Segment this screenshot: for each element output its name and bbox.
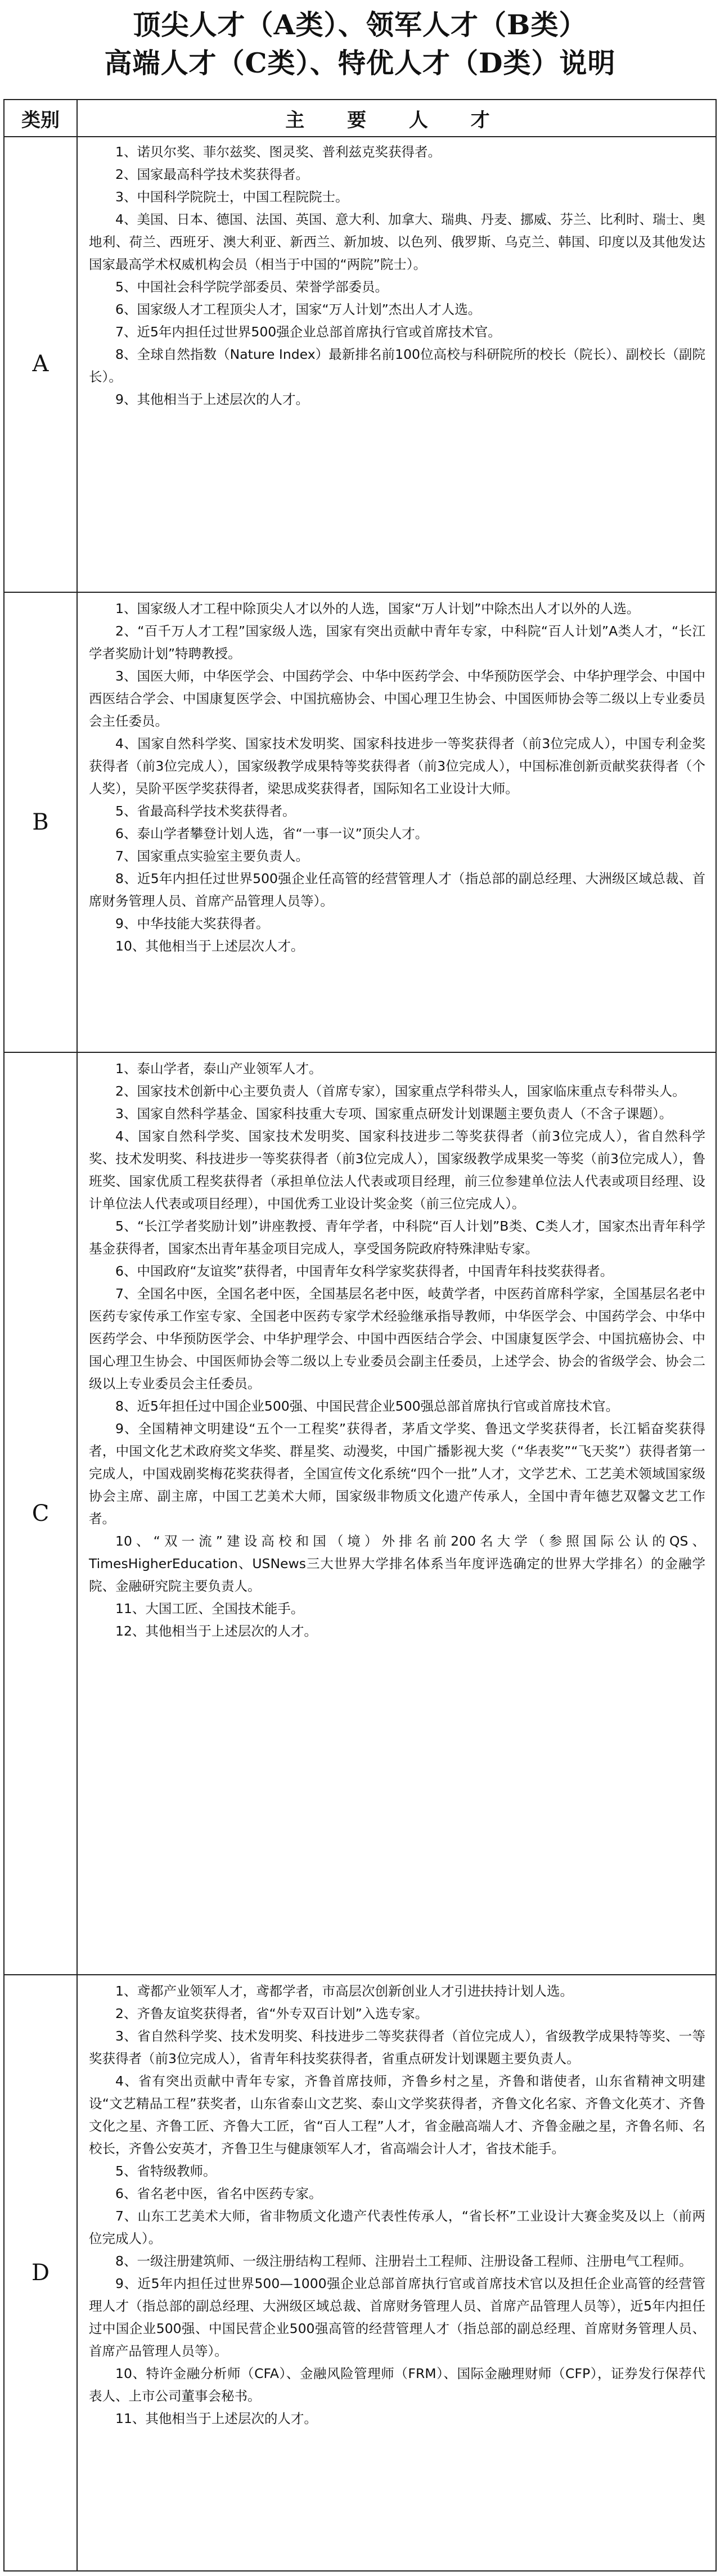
list-item: 7、国家重点实验室主要负责人。 [115,848,309,864]
list-item: 8、近5年内担任过世界500强企业任高管的经营管理人才（指总部的副总经理、大洲级区域总裁、首席财务管理人员、首席产品管理人员等）。 [89,871,705,909]
talent-table [3,99,717,2572]
list-item: 5、中国社会科学院学部委员、荣誉学部委员。 [115,279,388,295]
list-item: 5、省特级教师。 [115,2163,217,2179]
list-item: 9、其他相当于上述层次的人才。 [115,391,309,407]
list-item: 1、国家级人才工程中除顶尖人才以外的人选，国家“万人计划”中除杰出人才以外的人选。 [115,601,640,616]
list-item: 10、特许金融分析师（CFA）、金融风险管理师（FRM）、国际金融理财师（CFP），证券发行保荐代表人、上市公司董事会秘书。 [89,2366,705,2404]
list-item: 6、中国政府“友谊奖”获得者，中国青年女科学家奖获得者，中国青年科技奖获得者。 [115,1263,614,1279]
category-label-d: D [4,1975,78,2570]
list-item: 3、国医大师，中华医学会、中国药学会、中华中医药学会、中华预防医学会、中华护理学会、中国中西医结合学会、中国康复医学会、中国抗癌协会、中国心理卫生协会、中国医师协会等二级以上专业委员会主任委员。 [89,668,705,729]
list-item: 10、其他相当于上述层次人才。 [115,938,304,954]
list-item: 9、全国精神文明建设“五个一工程奖”获得者，茅盾文学奖、鲁迅文学奖获得者，长江韬奋奖获得者，中国文化艺术政府奖文华奖、群星奖、动漫奖，中国广播影视大奖（“华表奖”“飞天奖”）获得者第一完成人，中国戏剧奖梅花奖获得者，全国宣传文化系统“四个一批”人才，文学艺术、工艺美术领域国家级协会主席、副主席，中国工艺美术大师，国家级非物质文化遗产传承人，全国中青年德艺双馨文艺工作者。 [89,1421,705,1526]
category-label-a: A [4,136,78,592]
list-item: 10、“双一流”建设高校和国（境）外排名前200名大学（参照国际公认的QS、TimesHigherEducation、USNews三大世界大学排名体系当年度评选确定的世界大学排名）的金融学院、金融研究院主要负责人。 [89,1533,705,1594]
section-d-items [78,1975,716,2570]
list-item: 3、省自然科学奖、技术发明奖、科技进步二等奖获得者（首位完成人），省级教学成果特等奖、一等奖获得者（前3位完成人），省青年科技奖获得者，省重点研发计划课题主要负责人。 [89,2028,705,2066]
list-item: 7、山东工艺美术大师，省非物质文化遗产代表性传承人，“省长杯”工业设计大赛金奖及以上（前两位完成人）。 [89,2208,705,2246]
list-item: 9、近5年内担任过世界500—1000强企业总部首席执行官或首席技术官以及担任企业高管的经营管理人才（指总部的副总经理、大洲级区域总裁、首席财务管理人员、首席产品管理人员等），近5年内担任过中国企业500强、中国民营企业500强高管的经营管理人才（指总部的副总经理、首席财务管理人员、首席产品管理人员等）。 [89,2276,705,2359]
section-c [4,1052,716,1974]
list-item: 1、诺贝尔奖、菲尔兹奖、图灵奖、普利兹克奖获得者。 [115,144,441,160]
list-item: 4、省有突出贡献中青年专家，齐鲁首席技师，齐鲁乡村之星，齐鲁和谐使者，山东省精神文明建设“文艺精品工程”获奖者，山东省泰山文艺奖、泰山文学奖获得者，齐鲁文化名家、齐鲁文化英才、齐鲁文化之星、齐鲁工匠、齐鲁大工匠，省“百人工程”人才，省金融高端人才、齐鲁金融之星，齐鲁名师、名校长，齐鲁公安英才，齐鲁卫生与健康领军人才，省高端会计人才，省技术能手。 [89,2073,705,2156]
list-item: 2、齐鲁友谊奖获得者，省“外专双百计划”入选专家。 [115,2006,429,2021]
list-item: 2、国家最高科学技术奖获得者。 [115,166,309,182]
list-item: 3、国家自然科学基金、国家科技重大专项、国家重点研发计划课题主要负责人（不含子课题）。 [115,1106,673,1122]
list-item: 12、其他相当于上述层次的人才。 [115,1623,317,1639]
list-item: 1、泰山学者，泰山产业领军人才。 [115,1061,322,1077]
list-item: 2、国家技术创新中心主要负责人（首席专家），国家重点学科带头人，国家临床重点专科带头人。 [115,1083,686,1099]
section-a-items [78,136,716,592]
list-item: 8、一级注册建筑师、一级注册结构工程师、注册岩土工程师、注册设备工程师、注册电气工程师。 [115,2253,692,2269]
list-item: 7、全国名中医，全国名老中医，全国基层名老中医，岐黄学者，中医药首席科学家，全国基层名老中医药专家传承工作室专家、全国老中医药专家学术经验继承指导教师，中华医学会、中国药学会、中华中医药学会、中华预防医学会、中华护理学会、中国中西医结合学会、中国康复医学会、中国抗癌协会、中国心理卫生协会、中国医师协会等二级以上专业委员会副主任委员，上述学会、协会的省级学会、协会二级以上专业委员会主任委员。 [89,1286,705,1391]
list-item: 4、国家自然科学奖、国家技术发明奖、国家科技进步二等奖获得者（前3位完成人），省自然科学奖、技术发明奖、科技进步一等奖获得者（前3位完成人），国家级教学成果奖一等奖（前3位完成人），鲁班奖、国家优质工程奖获得者（承担单位法人代表或项目经理，前三位参建单位法人代表或项目经理、设计单位法人代表或项目经理），中国优秀工业设计奖金奖（前三位完成人）。 [89,1128,705,1212]
title-line-1: 顶尖人才（A类）、领军人才（B类） [133,8,587,41]
document-title [0,6,720,82]
section-c-items [78,1053,716,1974]
section-d [4,1974,716,2570]
list-item: 5、“长江学者奖励计划”讲座教授、青年学者，中科院“百人计划”B类、C类人才，国家杰出青年科学基金获得者，国家杰出青年基金项目完成人，享受国务院政府特殊津贴专家。 [89,1218,705,1257]
list-item: 8、近5年担任过中国企业500强、中国民营企业500强总部首席执行官或首席技术官。 [115,1398,619,1414]
section-a [4,136,716,592]
list-item: 6、泰山学者攀登计划人选，省“一事一议”顶尖人才。 [115,826,429,841]
list-item: 2、“百千万人才工程”国家级人选，国家有突出贡献中青年专家，中科院“百人计划”A类人才，“长江学者奖励计划”特聘教授。 [89,623,705,661]
list-item: 11、其他相当于上述层次的人才。 [115,2411,317,2426]
list-item: 1、鸢都产业领军人才，鸢都学者，市高层次创新创业人才引进扶持计划人选。 [115,1983,573,1999]
list-item: 9、中华技能大奖获得者。 [115,916,269,931]
list-item: 4、国家自然科学奖、国家技术发明奖、国家科技进步一等奖获得者（前3位完成人），中国专利金奖获得者（前3位完成人），国家级教学成果特等奖获得者（前3位完成人），中国标准创新贡献奖获得者（个人奖），吴阶平医学奖获得者，梁思成奖获得者，国际知名工业设计大师。 [89,736,705,796]
category-label-b: B [4,593,78,1052]
header-category: 类别 [4,100,78,136]
list-item: 3、中国科学院院士，中国工程院院士。 [115,189,349,205]
title-line-2: 高端人才（C类）、特优人才（D类）说明 [104,47,616,79]
list-item: 6、国家级人才工程顶尖人才，国家“万人计划”杰出人才人选。 [115,301,482,317]
category-label-c: C [4,1053,78,1974]
list-item: 6、省名老中医，省名中医药专家。 [115,2186,322,2201]
list-item: 4、美国、日本、德国、法国、英国、意大利、加拿大、瑞典、丹麦、挪威、芬兰、比利时、瑞士、奥地利、荷兰、西班牙、澳大利亚、新西兰、新加坡、以色列、俄罗斯、乌克兰、韩国、印度以及其他发达国家最高学术权威机构会员（相当于中国的“两院”院士）。 [89,211,705,272]
list-item: 7、近5年内担任过世界500强企业总部首席执行官或首席技术官。 [115,324,501,340]
list-item: 11、大国工匠、全国技术能手。 [115,1601,304,1616]
section-b [4,592,716,1052]
list-item: 5、省最高科学技术奖获得者。 [115,803,296,819]
section-b-items [78,593,716,1052]
header-main-talent: 主 要 人 才 [285,109,508,132]
list-item: 8、全球自然指数（Nature Index）最新排名前100位高校与科研院所的校长（院长）、副校长（副院长）。 [89,346,705,385]
table-header [4,100,716,137]
